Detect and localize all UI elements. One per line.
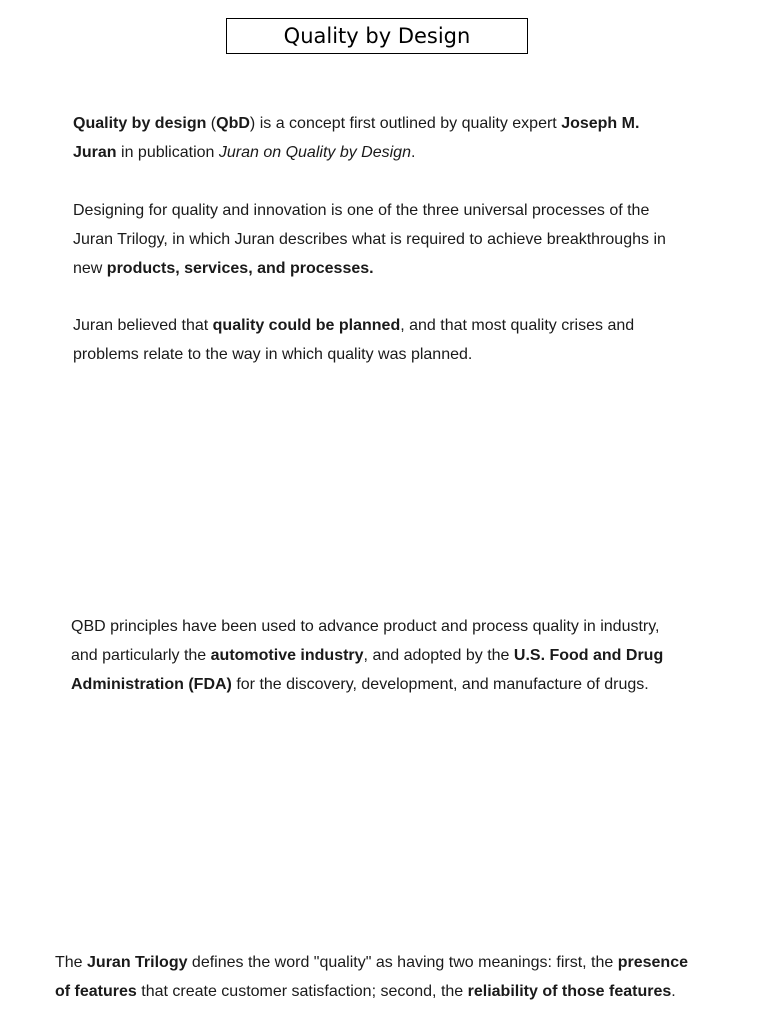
text-span: . — [410, 144, 416, 161]
text-span: Designing for quality and innovation is one of the three universal processes of the Juran Trilogy, in which Juran describes what is required to achieve breakthroughs in new — [73, 202, 666, 277]
term-fda: U.S. Food and Drug Administration (FDA) — [71, 647, 664, 693]
text-span: defines the word "quality" as having two meanings: first, the — [187, 954, 618, 971]
text-span: that create customer satisfaction; second, the — [136, 983, 468, 1000]
paragraph-quality-planned — [73, 311, 673, 369]
paragraph-quality-meanings — [55, 948, 695, 1006]
term-quality-could-be-planned: quality could be planned — [212, 317, 401, 334]
text-span: Juran believed that — [73, 317, 213, 334]
term-reliability-of-features: reliability of those features — [467, 983, 672, 1000]
text-span: , and that most quality crises and problems relate to the way in which quality was planned. — [73, 317, 635, 363]
paragraph-qbd-intro — [73, 109, 673, 167]
text-span: QBD principles have been used to advance product and process quality in industry, and particularly the — [71, 618, 660, 664]
page-title — [226, 18, 528, 54]
text-span: The — [55, 954, 88, 971]
text-span: . — [671, 983, 676, 1000]
text-span: , and adopted by the — [363, 647, 514, 664]
term-presence-of-features: presence of features — [55, 954, 688, 1000]
paragraph-qbd-principles — [71, 612, 681, 699]
text-span: ( — [206, 115, 217, 132]
term-juran-trilogy: Juran Trilogy — [87, 954, 188, 971]
text-span: in publication — [116, 144, 219, 161]
term-quality-by-design: Quality by design — [73, 115, 207, 132]
term-automotive-industry: automotive industry — [210, 647, 364, 664]
term-qbd: QbD — [216, 115, 250, 132]
text-span: ) is a concept first outlined by quality expert — [249, 115, 562, 132]
name-joseph-juran: Joseph M. Juran — [73, 115, 640, 161]
page-title-text: Quality by Design — [283, 24, 471, 48]
term-products-services-processes: products, services, and processes. — [106, 260, 374, 277]
paragraph-juran-trilogy — [73, 196, 683, 283]
publication-title: Juran on Quality by Design — [218, 144, 411, 161]
text-span: for the discovery, development, and manufacture of drugs. — [231, 676, 649, 693]
